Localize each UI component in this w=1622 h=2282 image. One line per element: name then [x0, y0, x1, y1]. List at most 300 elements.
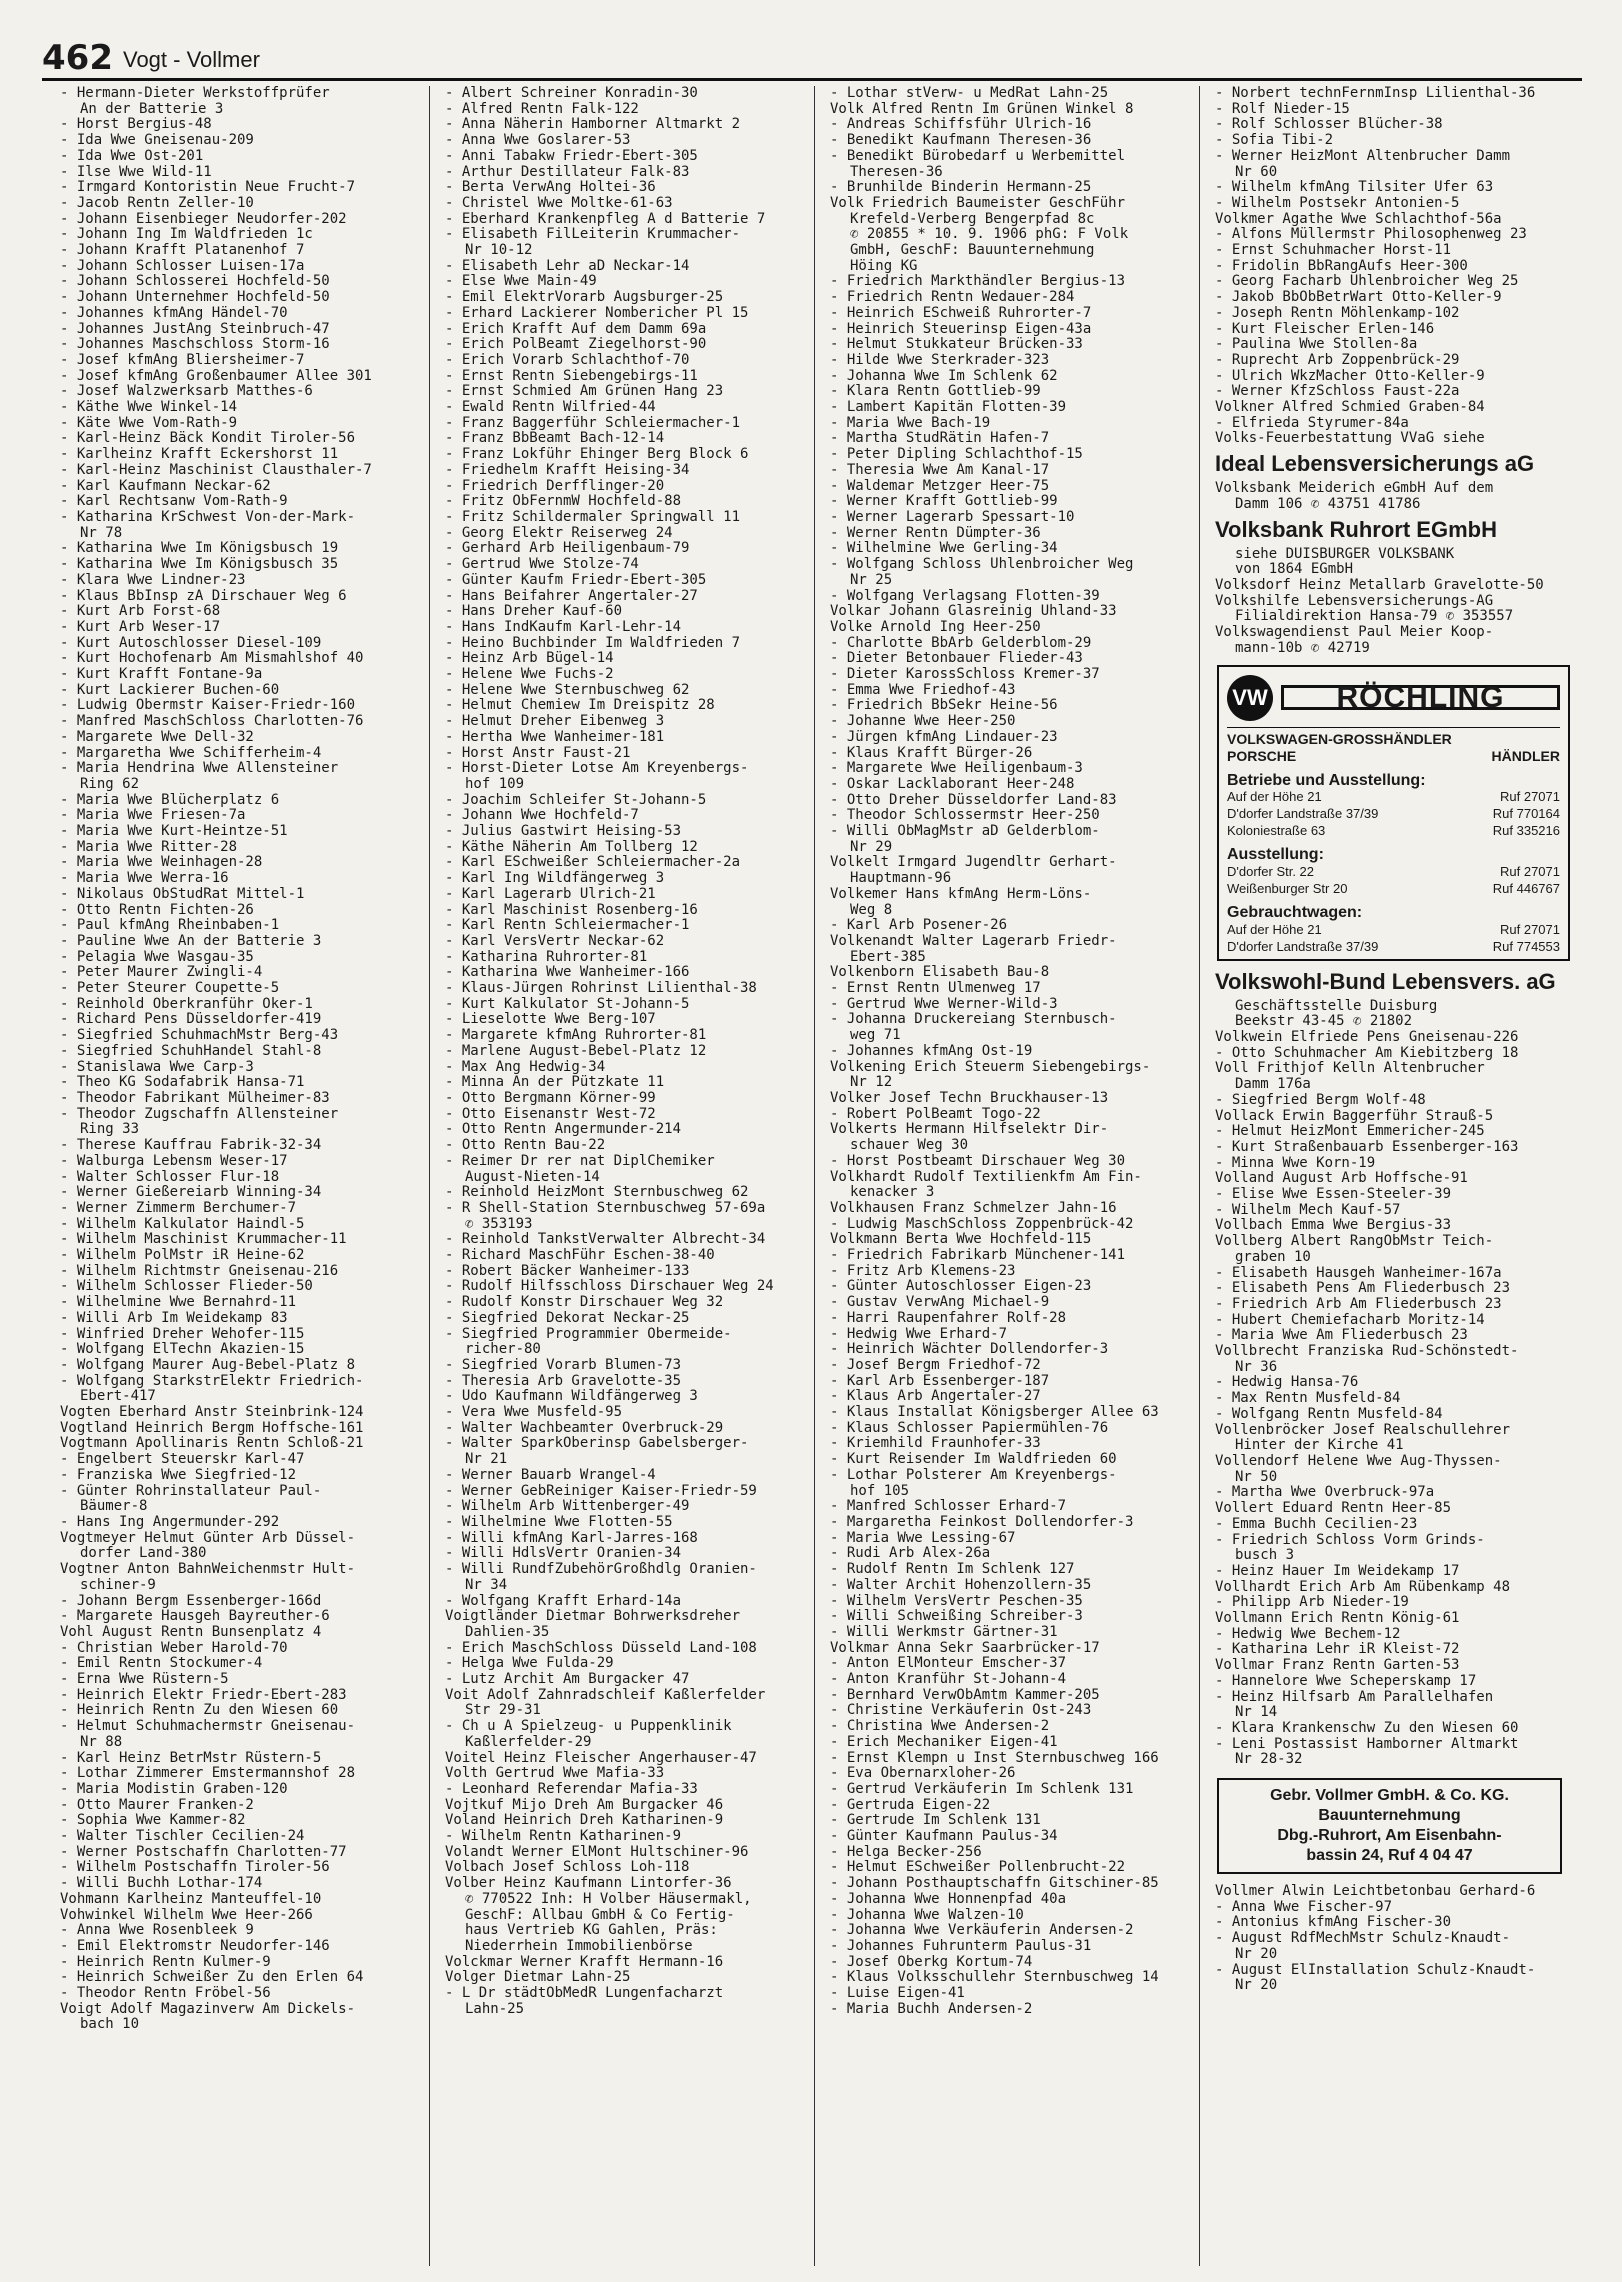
directory-entry: - Rolf Schlosser Blücher-38	[1215, 117, 1443, 133]
directory-entry: - Karl ESchweißer Schleiermacher-2a	[445, 855, 741, 871]
directory-entry: - Lothar stVerw- u MedRat Lahn-25	[830, 86, 1109, 101]
entry-continuation: Niederrhein Immobilienbörse	[465, 1938, 693, 1954]
entry-continuation: Nr 20	[1235, 1946, 1278, 1962]
entry-continuation: Str 29-31	[465, 1703, 541, 1719]
ideal-insurance-ad: Ideal Lebensversicherungs aG	[1215, 451, 1535, 477]
directory-entry: - Reimer Dr rer nat DiplChemiker	[445, 1153, 715, 1169]
directory-entry: Volkening Erich Steuerm Siebengebirgs-	[830, 1059, 1151, 1075]
entry-continuation: graben 10	[1235, 1249, 1311, 1265]
directory-entry: - Rudolf Hilfsschloss Dirschauer Weg 24	[445, 1279, 774, 1295]
entry-continuation: schauer Weg 30	[850, 1138, 969, 1154]
directory-entry: - Otto Maurer Franken-2	[60, 1797, 254, 1813]
directory-entry: - Johanna Wwe Honnenpfad 40a	[830, 1891, 1067, 1907]
directory-entry: - Margarete Hausgeh Bayreuther-6	[60, 1609, 330, 1625]
directory-entry: - Horst Anstr Faust-21	[445, 745, 631, 761]
ad-phone: Ruf 27071	[1500, 863, 1560, 879]
entry-continuation: Nr 10-12	[465, 243, 533, 259]
directory-entry: - Dieter KarossSchloss Kremer-37	[830, 667, 1100, 683]
column-3	[814, 86, 1199, 2266]
directory-entry: - Siegfried Programmier Obermeide-	[445, 1326, 732, 1342]
directory-entry: - Willi Schweißing Schreiber-3	[830, 1609, 1083, 1625]
directory-entry: - Georg Facharb Uhlenbroicher Weg 25	[1215, 274, 1519, 290]
entry-continuation: Ebert-385	[850, 949, 926, 965]
directory-entry: - Ida Wwe Gneisenau-209	[60, 133, 254, 149]
directory-entry: - Siegfried Dekorat Neckar-25	[445, 1310, 690, 1326]
entry-continuation: busch 3	[1235, 1548, 1295, 1564]
directory-entry: - Maria Wwe Ritter-28	[60, 839, 238, 855]
directory-entry: - Werner Zimmerm Berchumer-7	[60, 1200, 297, 1216]
directory-entry: - Maria Wwe Am Fliederbusch 23	[1215, 1328, 1468, 1344]
directory-entry: - Käte Wwe Vom-Rath-9	[60, 415, 238, 431]
directory-entry: - Wolfgang Krafft Erhard-14a	[445, 1593, 682, 1609]
directory-entry: - Theresia Arb Gravelotte-35	[445, 1373, 682, 1389]
directory-entry: - Josef kfmAng Großenbaumer Allee 301	[60, 368, 372, 384]
directory-entry: - Horst Bergius-48	[60, 117, 212, 133]
directory-entry: - Ewald Rentn Wilfried-44	[445, 400, 656, 416]
ad-address: D'dorfer Landstraße 37/39	[1227, 938, 1379, 954]
ad-address-row	[1227, 880, 1560, 897]
ad-address: D'dorfer Landstraße 37/39	[1227, 806, 1379, 822]
entry-continuation: Nr 36	[1235, 1359, 1278, 1375]
directory-entry: - Harri Raupenfahrer Rolf-28	[830, 1310, 1067, 1326]
directory-entry: - Robert Bäcker Wanheimer-133	[445, 1263, 690, 1279]
ad-phone: Ruf 774553	[1492, 938, 1560, 954]
directory-entry: - Hans Ing Angermunder-292	[60, 1514, 280, 1530]
directory-entry: - Luise Eigen-41	[830, 1986, 965, 2002]
directory-entry: - Anna Wwe Fischer-97	[1215, 1899, 1393, 1915]
directory-entry: Volksdorf Heinz Metallarb Gravelotte-50	[1215, 577, 1544, 593]
directory-entry: - Heinrich Wächter Dollendorfer-3	[830, 1342, 1109, 1358]
directory-entry: - August RdfMechMstr Schulz-Knaudt-	[1215, 1931, 1511, 1947]
directory-entry: - Katharina Wwe Wanheimer-166	[445, 965, 690, 981]
directory-entry: - Wilhelm kfmAng Tilsiter Ufer 63	[1215, 180, 1494, 196]
directory-entry: - Walter Archit Hohenzollern-35	[830, 1577, 1092, 1593]
vollmer-ad-line: bassin 24, Ruf 4 04 47	[1306, 1847, 1473, 1865]
directory-entry: - Ernst Rentn Ulmenweg 17	[830, 981, 1041, 997]
directory-entry: - Werner Rentn Dümpter-36	[830, 525, 1041, 541]
directory-entry: - Horst Postbeamt Dirschauer Weg 30	[830, 1153, 1126, 1169]
directory-entry: Voland Heinrich Dreh Katharinen-9	[445, 1813, 724, 1829]
directory-entry: Volkerts Hermann Hilfselektr Dir-	[830, 1122, 1109, 1138]
porsche-label: PORSCHE	[1227, 747, 1297, 764]
directory-entry: - Karl VersVertr Neckar-62	[445, 933, 665, 949]
directory-entry: - Erich MaschSchloss Düsseld Land-108	[445, 1640, 757, 1656]
entry-continuation: Höing KG	[850, 258, 918, 274]
directory-entry: Volbach Josef Schloss Loh-118	[445, 1860, 690, 1876]
ad-phone: Ruf 27071	[1500, 921, 1560, 937]
directory-entry: Volkhardt Rudolf Textilienkfm Am Fin-	[830, 1169, 1142, 1185]
column-2	[429, 86, 814, 2266]
directory-entry: Volger Dietmar Lahn-25	[445, 1970, 631, 1986]
running-head: Vogt - Vollmer	[122, 47, 260, 72]
entry-continuation: ✆ 353193	[465, 1216, 533, 1232]
directory-entry: - Hedwig Wwe Bechem-12	[1215, 1626, 1401, 1642]
directory-entry: - Erhard Lackierer Nombericher Pl 15	[445, 305, 749, 321]
directory-entry: Volkemer Hans kfmAng Herm-Löns-	[830, 886, 1092, 902]
directory-entry: - Lothar Polsterer Am Kreyenbergs-	[830, 1467, 1117, 1483]
directory-entry: - Heinrich Rentn Zu den Wiesen 60	[60, 1703, 339, 1719]
directory-entry: - Klaus Volksschullehr Sternbuschweg 14	[830, 1970, 1159, 1986]
directory-entry: - Walter SparkOberinsp Gabelsberger-	[445, 1436, 749, 1452]
ad-address-row	[1227, 921, 1560, 938]
directory-entry: - Willi kfmAng Karl-Jarres-168	[445, 1530, 698, 1546]
directory-entry: - Andreas Schiffsführ Ulrich-16	[830, 117, 1092, 133]
directory-entry: - Pelagia Wwe Wasgau-35	[60, 949, 254, 965]
directory-entry: - Anton ElMonteur Emscher-37	[830, 1656, 1067, 1672]
directory-entry: Volkhausen Franz Schmelzer Jahn-16	[830, 1200, 1117, 1216]
directory-entry: - Heinrich ESchweiß Ruhrorter-7	[830, 305, 1092, 321]
directory-entry: - Katharina Wwe Im Königsbusch 19	[60, 541, 339, 557]
entry-continuation: Nr 25	[850, 572, 893, 588]
directory-entry: Volkmann Berta Wwe Hochfeld-115	[830, 1232, 1092, 1248]
directory-entry: - Peter Steurer Coupette-5	[60, 981, 280, 997]
entry-continuation: Nr 21	[465, 1452, 508, 1468]
directory-entry: - Lambert Kapitän Flotten-39	[830, 400, 1067, 416]
directory-entry: - Ernst Schmied Am Grünen Hang 23	[445, 384, 724, 400]
directory-entry: - Reinhold TankstVerwalter Albrecht-34	[445, 1232, 766, 1248]
directory-entry: - Maria Hendrina Wwe Allensteiner	[60, 761, 339, 777]
directory-entry: - Wilhelm Kalkulator Haindl-5	[60, 1216, 305, 1232]
directory-entry: - Kurt Lackierer Buchen-60	[60, 682, 280, 698]
directory-entry: - Ch u A Spielzeug- u Puppenklinik	[445, 1719, 732, 1735]
directory-entry: - Wilhelm VersVertr Peschen-35	[830, 1593, 1083, 1609]
ad-address: Koloniestraße 63	[1227, 823, 1326, 839]
directory-entry: Voit Adolf Zahnradschleif Kaßlerfelder	[445, 1687, 766, 1703]
directory-entry: - Sophia Wwe Kammer-82	[60, 1813, 246, 1829]
directory-entry: - Günter Autoschlosser Eigen-23	[830, 1279, 1092, 1295]
directory-entry: - Wilhelmine Wwe Bernahrd-11	[60, 1295, 297, 1311]
directory-entry: Volland August Arb Hoffsche-91	[1215, 1171, 1468, 1187]
directory-entry: - Franz BbBeamt Bach-12-14	[445, 431, 665, 447]
directory-entry: - Theodor Zugschaffn Allensteiner	[60, 1106, 339, 1122]
directory-entry: - Peter Dipling Schlachthof-15	[830, 447, 1083, 463]
directory-entry: - Norbert technFernmInsp Lilienthal-36	[1215, 86, 1536, 101]
ad-address-row	[1227, 863, 1560, 880]
directory-entry: Volth Gertrud Wwe Mafia-33	[445, 1766, 665, 1782]
directory-entry: - Klaus Arb Angertaler-27	[830, 1389, 1041, 1405]
directory-entry: - Hans Beifahrer Angertaler-27	[445, 588, 698, 604]
directory-entry: - Lieselotte Wwe Berg-107	[445, 1012, 656, 1028]
directory-entry: - Walter Tischler Cecilien-24	[60, 1829, 305, 1845]
ad-address-row	[1227, 938, 1560, 955]
directory-entry: - Heinz Arb Bügel-14	[445, 651, 614, 667]
directory-entry: - Günter Kaufm Friedr-Ebert-305	[445, 572, 707, 588]
porsche-line	[1227, 748, 1560, 765]
directory-entry: - Heinrich Elektr Friedr-Ebert-283	[60, 1687, 347, 1703]
directory-entry: - Josef Oberkg Kortum-74	[830, 1954, 1033, 1970]
directory-entry: - Johannes Maschschloss Storm-16	[60, 337, 330, 353]
directory-entry: - Friedrich Markthändler Bergius-13	[830, 274, 1126, 290]
directory-entry: - Martha Wwe Overbruck-97a	[1215, 1485, 1435, 1501]
entry-continuation: Weg 8	[850, 902, 893, 918]
directory-entry: - Vera Wwe Musfeld-95	[445, 1405, 623, 1421]
ad-phone: Ruf 446767	[1492, 880, 1560, 896]
entry-continuation: Hinter der Kirche 41	[1235, 1438, 1404, 1454]
directory-entry: - Karlheinz Krafft Eckershorst 11	[60, 447, 339, 463]
directory-entry: - Fritz ObFernmW Hochfeld-88	[445, 494, 682, 510]
directory-entry: - Helga Wwe Fulda-29	[445, 1656, 614, 1672]
directory-entry: - Manfred Schlosser Erhard-7	[830, 1499, 1067, 1515]
directory-entry: - Werner Gießereiarb Winning-34	[60, 1185, 322, 1201]
entry-continuation: kenacker 3	[850, 1185, 935, 1201]
directory-entry: - Therese Kauffrau Fabrik-32-34	[60, 1138, 322, 1154]
directory-entry: - Leonhard Referendar Mafia-33	[445, 1781, 698, 1797]
directory-entry: - Leni Postassist Hamborner Altmarkt	[1215, 1736, 1519, 1752]
directory-entry: - Eva Obernarxloher-26	[830, 1766, 1016, 1782]
directory-entry: - Werner Bauarb Wrangel-4	[445, 1467, 656, 1483]
directory-entry: - Georg Elektr Reiserweg 24	[445, 525, 673, 541]
directory-entry: - Maria Wwe Lessing-67	[830, 1530, 1016, 1546]
page-number: 462	[42, 38, 113, 78]
ad-address-row	[1227, 822, 1560, 839]
directory-columns	[44, 86, 1584, 2266]
entry-continuation: haus Vertrieb KG Gahlen, Präs:	[465, 1923, 718, 1939]
directory-entry: Volkmar Anna Sekr Saarbrücker-17	[830, 1640, 1100, 1656]
entry-continuation: An der Batterie 3	[80, 101, 224, 117]
directory-entry: - Minna An der Pützkate 11	[445, 1075, 665, 1091]
directory-entry: Vollbrecht Franziska Rud-Schönstedt-	[1215, 1344, 1519, 1360]
directory-entry: - Werner Krafft Gottlieb-99	[830, 494, 1058, 510]
directory-entry: - Werner Lagerarb Spessart-10	[830, 509, 1075, 525]
directory-entry: - Katharina KrSchwest Von-der-Mark-	[60, 509, 356, 525]
entry-continuation: weg 71	[850, 1028, 901, 1044]
entry-continuation: von 1864 EGmbH	[1235, 562, 1354, 578]
directory-entry: - Margaretha Feinkost Dollendorfer-3	[830, 1514, 1134, 1530]
directory-entry: - Erna Wwe Rüstern-5	[60, 1672, 229, 1688]
directory-entry: - Johannes kfmAng Händel-70	[60, 305, 288, 321]
ad-phone: Ruf 27071	[1500, 789, 1560, 805]
directory-entry: - Kurt Autoschlosser Diesel-109	[60, 635, 322, 651]
directory-entry: - Jakob BbObBetrWart Otto-Keller-9	[1215, 290, 1502, 306]
directory-entry: - Maria Wwe Weinhagen-28	[60, 855, 263, 871]
directory-entry: - Karl Arb Posener-26	[830, 918, 1008, 934]
directory-entry: - Erich PolBeamt Ziegelhorst-90	[445, 337, 707, 353]
directory-entry: - Wilhelm Maschinist Krummacher-11	[60, 1232, 347, 1248]
directory-entry: - Charlotte BbArb Gelderblom-29	[830, 635, 1092, 651]
directory-entry: - Wilhelm Mech Kauf-57	[1215, 1202, 1401, 1218]
directory-entry: - Paul kfmAng Rheinbaben-1	[60, 918, 280, 934]
directory-entry: - Reinhold HeizMont Sternbuschweg 62	[445, 1185, 749, 1201]
directory-entry: - Nikolaus ObStudRat Mittel-1	[60, 886, 305, 902]
directory-entry: - Wilhelm Schlosser Flieder-50	[60, 1279, 313, 1295]
directory-entry: - Rolf Nieder-15	[1215, 101, 1350, 117]
directory-entry: - Theresia Wwe Am Kanal-17	[830, 462, 1050, 478]
vw-dealer-line: VOLKSWAGEN-GROSSHÄNDLER	[1227, 727, 1560, 748]
directory-entry: Volk Friedrich Baumeister GeschFühr	[830, 195, 1126, 211]
directory-entry: - Anni Tabakw Friedr-Ebert-305	[445, 148, 698, 164]
directory-entry: - Benedikt Bürobedarf u Werbemittel	[830, 148, 1126, 164]
entry-continuation: Nr 34	[465, 1577, 508, 1593]
entry-continuation: GmbH, GeschF: Bauunternehmung	[850, 243, 1095, 259]
directory-entry: - Klaus BbInsp zA Dirschauer Weg 6	[60, 588, 347, 604]
directory-entry: - Walburga Lebensm Weser-17	[60, 1153, 288, 1169]
directory-entry: - Johanne Wwe Heer-250	[830, 714, 1016, 730]
directory-entry: - Engelbert Steuerskr Karl-47	[60, 1452, 305, 1468]
ad-address: Auf der Höhe 21	[1227, 789, 1322, 805]
entry-continuation: Nr 50	[1235, 1469, 1278, 1485]
entry-continuation: Lahn-25	[465, 2001, 525, 2017]
directory-entry: - Emma Wwe Friedhof-43	[830, 682, 1016, 698]
ad-address-row	[1227, 805, 1560, 822]
directory-entry: - Walter Wachbeamter Overbruck-29	[445, 1420, 724, 1436]
directory-entry: - Johanna Wwe Verkäuferin Andersen-2	[830, 1923, 1134, 1939]
directory-entry: - Karl-Heinz Maschinist Clausthaler-7	[60, 462, 372, 478]
directory-entry: Vollbach Emma Wwe Bergius-33	[1215, 1218, 1452, 1234]
directory-entry: - Johann Ing Im Waldfrieden 1c	[60, 227, 313, 243]
entry-continuation: Dahlien-35	[465, 1624, 550, 1640]
entry-continuation: Damm 176a	[1235, 1077, 1311, 1093]
directory-entry: - Kurt Arb Weser-17	[60, 619, 221, 635]
directory-entry: - August ElInstallation Schulz-Knaudt-	[1215, 1962, 1536, 1978]
directory-entry: - Maria Wwe Friesen-7a	[60, 808, 246, 824]
directory-entry: - Günter Rohrinstallateur Paul-	[60, 1483, 322, 1499]
directory-entry: - Heinrich Rentn Kulmer-9	[60, 1954, 271, 1970]
directory-entry: - Hannelore Wwe Scheperskamp 17	[1215, 1673, 1477, 1689]
directory-entry: - Maria Wwe Kurt-Heintze-51	[60, 824, 288, 840]
directory-entry: - Karl Rechtsanw Vom-Rath-9	[60, 494, 288, 510]
directory-entry: - Karl Maschinist Rosenberg-16	[445, 902, 698, 918]
entry-continuation: GeschF: Allbau GmbH & Co Fertig-	[465, 1907, 735, 1923]
directory-entry: - Katharina Lehr iR Kleist-72	[1215, 1642, 1460, 1658]
directory-entry: Vogtmann Apollinaris Rentn Schloß-21	[60, 1436, 364, 1452]
directory-entry: - Friedhelm Krafft Heising-34	[445, 462, 690, 478]
directory-entry: - Karl Arb Essenberger-187	[830, 1373, 1050, 1389]
directory-entry: - Helene Wwe Fuchs-2	[445, 667, 614, 683]
directory-entry: - Gertrude Im Schlenk 131	[830, 1813, 1041, 1829]
roechling-brand: RÖCHLING	[1281, 685, 1560, 711]
directory-entry: Vollenbröcker Josef Realschullehrer	[1215, 1422, 1511, 1438]
directory-entry: - Gustav VerwAng Michael-9	[830, 1295, 1050, 1311]
directory-entry: - Wilhelm PolMstr iR Heine-62	[60, 1248, 305, 1264]
directory-entry: - Helga Becker-256	[830, 1844, 982, 1860]
directory-entry: Volkswagendienst Paul Meier Koop-	[1215, 625, 1494, 641]
entry-continuation: Ebert-417	[80, 1389, 156, 1405]
directory-entry: Volkenandt Walter Lagerarb Friedr-	[830, 933, 1117, 949]
directory-entry: Voigtländer Dietmar Bohrwerksdreher	[445, 1609, 741, 1625]
directory-entry: - Ulrich WkzMacher Otto-Keller-9	[1215, 368, 1485, 384]
column-4	[1199, 86, 1584, 2266]
directory-entry: - Hilde Wwe Sterkrader-323	[830, 352, 1050, 368]
directory-entry: - Minna Wwe Korn-19	[1215, 1155, 1376, 1171]
directory-entry: - Klaus Krafft Bürger-26	[830, 745, 1033, 761]
directory-entry: - Lothar Zimmerer Emstermannshof 28	[60, 1766, 356, 1782]
directory-entry: Volks-Feuerbestattung VVaG siehe	[1215, 431, 1485, 447]
directory-entry: - Siegfried SchuhmachMstr Berg-43	[60, 1028, 339, 1044]
volkswohl-bund-ad: Volkswohl-Bund Lebensvers. aG	[1215, 968, 1556, 994]
directory-entry: Vollert Eduard Rentn Heer-85	[1215, 1501, 1452, 1517]
directory-entry: - Wolfgang Rentn Musfeld-84	[1215, 1406, 1443, 1422]
ad-heading-3: Gebrauchtwagen:	[1227, 903, 1363, 921]
directory-entry: - Else Wwe Main-49	[445, 274, 597, 290]
entry-continuation: Nr 12	[850, 1075, 893, 1091]
directory-entry: Volkwein Elfriede Pens Gneisenau-226	[1215, 1030, 1519, 1046]
directory-entry: - Pauline Wwe An der Batterie 3	[60, 933, 322, 949]
directory-entry: - Ludwig MaschSchloss Zoppenbrück-42	[830, 1216, 1134, 1232]
directory-entry: - Werner HeizMont Altenbrucher Damm	[1215, 148, 1511, 164]
directory-entry: - Dieter Betonbauer Flieder-43	[830, 651, 1083, 667]
directory-entry: - Erich Vorarb Schlachthof-70	[445, 352, 690, 368]
directory-entry: - Elise Wwe Essen-Steeler-39	[1215, 1187, 1452, 1203]
directory-entry: - Heinz Hauer Im Weidekamp 17	[1215, 1563, 1460, 1579]
ad-phone: Ruf 770164	[1492, 806, 1560, 822]
directory-entry: - Helene Wwe Sternbuschweg 62	[445, 682, 690, 698]
directory-entry: Voigt Adolf Magazinverw Am Dickels-	[60, 2001, 356, 2017]
roechling-logo-row	[1227, 675, 1560, 721]
directory-entry: - Philipp Arb Nieder-19	[1215, 1595, 1409, 1611]
directory-entry: Vollmar Franz Rentn Garten-53	[1215, 1658, 1460, 1674]
directory-entry: Volke Arnold Ing Heer-250	[830, 619, 1041, 635]
directory-entry: Volkelt Irmgard Jugendltr Gerhart-	[830, 855, 1117, 871]
directory-entry: - Anna Wwe Rosenbleek 9	[60, 1923, 254, 1939]
directory-entry: - Ilse Wwe Wild-11	[60, 164, 212, 180]
directory-entry: Vollmann Erich Rentn König-61	[1215, 1611, 1460, 1627]
directory-entry: - Emil Rentn Stockumer-4	[60, 1656, 263, 1672]
column-1	[44, 86, 429, 2266]
directory-entry: - Manfred MaschSchloss Charlotten-76	[60, 714, 364, 730]
directory-entry: - Rudi Arb Alex-26a	[830, 1546, 991, 1562]
directory-entry: - Horst-Dieter Lotse Am Kreyenbergs-	[445, 761, 749, 777]
directory-entry: - Hubert Chemiefacharb Moritz-14	[1215, 1312, 1485, 1328]
directory-entry: - Arthur Destillateur Falk-83	[445, 164, 690, 180]
directory-entry: - Klaus Schlosser Papiermühlen-76	[830, 1420, 1109, 1436]
directory-entry: - Gertrud Wwe Werner-Wild-3	[830, 996, 1058, 1012]
directory-entry: - Werner GebReiniger Kaiser-Friedr-59	[445, 1483, 757, 1499]
dealer-label: HÄNDLER	[1491, 747, 1560, 764]
directory-entry: - Antonius kfmAng Fischer-30	[1215, 1915, 1452, 1931]
entry-continuation: hof 105	[850, 1483, 910, 1499]
directory-entry: Vogten Eberhard Anstr Steinbrink-124	[60, 1405, 364, 1421]
directory-entry: - Irmgard Kontoristin Neue Frucht-7	[60, 180, 356, 196]
directory-entry: Vohmann Karlheinz Manteuffel-10	[60, 1891, 322, 1907]
directory-entry: - Margarete kfmAng Ruhrorter-81	[445, 1028, 707, 1044]
directory-entry: Volkenborn Elisabeth Bau-8	[830, 965, 1050, 981]
directory-entry: Vollack Erwin Baggerführ Strauß-5	[1215, 1108, 1494, 1124]
ad-heading-2: Ausstellung:	[1227, 846, 1324, 864]
directory-entry: - Jürgen kfmAng Lindauer-23	[830, 729, 1058, 745]
directory-entry: - Johannes kfmAng Ost-19	[830, 1043, 1033, 1059]
entry-continuation: Nr 28-32	[1235, 1752, 1303, 1768]
directory-entry: - Johanna Druckereiang Sternbusch-	[830, 1012, 1117, 1028]
directory-entry: Vollmer Alwin Leichtbetonbau Gerhard-6	[1215, 1884, 1536, 1900]
directory-entry: - Otto Rentn Angermunder-214	[445, 1122, 682, 1138]
directory-entry: Vollhardt Erich Arb Am Rübenkamp 48	[1215, 1579, 1511, 1595]
directory-entry: - Helmut Stukkateur Brücken-33	[830, 337, 1083, 353]
entry-continuation: mann-10b ✆ 42719	[1235, 640, 1370, 656]
directory-entry: - Friedrich Fabrikarb Münchener-141	[830, 1248, 1126, 1264]
directory-entry: - Otto Dreher Düsseldorfer Land-83	[830, 792, 1117, 808]
directory-entry: - Christina Wwe Andersen-2	[830, 1719, 1050, 1735]
directory-entry: - Hertha Wwe Wanheimer-181	[445, 729, 665, 745]
directory-entry: - Wolfgang ElTechn Akazien-15	[60, 1342, 305, 1358]
directory-entry: - Emil Elektromstr Neudorfer-146	[60, 1938, 330, 1954]
entry-continuation: Nr 78	[80, 525, 123, 541]
entry-continuation: ✆ 770522 Inh: H Volber Häusermakl,	[465, 1891, 752, 1907]
entry-continuation: Kaßlerfelder-29	[465, 1734, 592, 1750]
directory-entry: - Christel Wwe Moltke-61-63	[445, 195, 673, 211]
directory-entry: - Wolfgang Verlagsang Flotten-39	[830, 588, 1100, 604]
directory-entry: - Maria Wwe Bach-19	[830, 415, 991, 431]
directory-entry: - Karl-Heinz Bäck Kondit Tiroler-56	[60, 431, 356, 447]
directory-entry: - Katharina Wwe Im Königsbusch 35	[60, 557, 339, 573]
entry-continuation: Nr 14	[1235, 1705, 1278, 1721]
entry-continuation: Hauptmann-96	[850, 871, 952, 887]
directory-entry: - Friedrich Rentn Wedauer-284	[830, 290, 1075, 306]
directory-entry: - Wilhelmine Wwe Gerling-34	[830, 541, 1058, 557]
directory-entry: - Johann Wwe Hochfeld-7	[445, 808, 639, 824]
directory-entry: - Franziska Wwe Siegfried-12	[60, 1467, 297, 1483]
roechling-ad	[1217, 665, 1570, 961]
directory-entry: - Elisabeth Lehr aD Neckar-14	[445, 258, 690, 274]
